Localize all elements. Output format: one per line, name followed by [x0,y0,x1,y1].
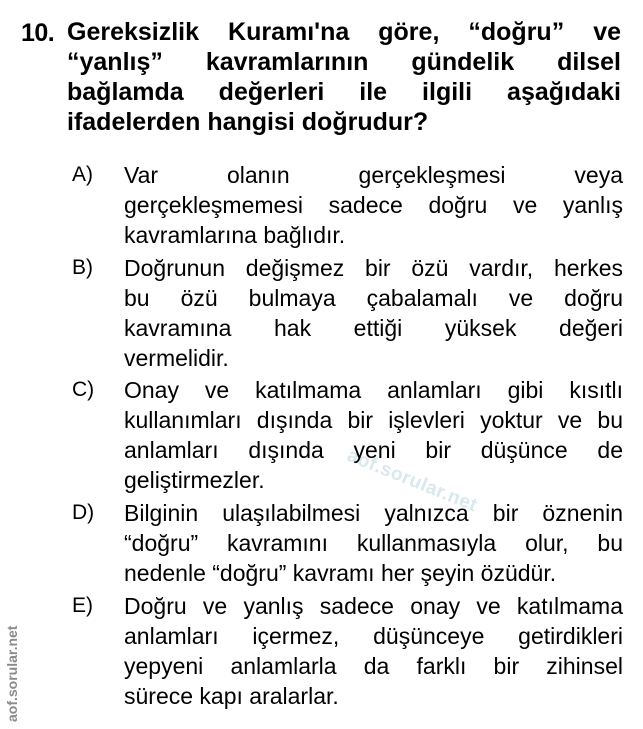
option-text [124,375,623,495]
option-line: sürece kapı aralarlar. [124,683,339,709]
option-line: kavramına hak ettiği yüksek değeri [124,315,623,341]
stem-line: Gereksizlik Kuramı'na göre, “doğru” ve [67,18,621,46]
question-number: 10. [21,19,55,47]
option-line: geliştirmezler. [124,467,265,493]
option-text [124,498,623,588]
option-line: bu özü bulmaya çabalamalı ve doğru [124,285,623,311]
option-line: kullanımları dışında bir işlevleri yoktur ve bu [124,407,623,433]
option-line: Doğru ve yanlış sadece onay ve katılmama [124,593,623,619]
option-text [124,160,623,250]
option-line: Var olanın gerçekleşmesi veya [124,162,623,188]
stem-line: bağlamda değerleri ile ilgili aşağıdaki [67,78,621,106]
option-line: “doğru” kavramını kullanmasıyla olur, bu [124,530,623,556]
option-line: Bilginin ulaşılabilmesi yalnızca bir öznenin [124,500,623,526]
option-line: anlamları içermez, düşünceye getirdikleri [124,623,623,649]
option-text [124,253,623,373]
option-letter: D) [72,501,95,524]
option-text [124,591,623,711]
stem-line: “yanlış” kavramlarının gündelik dilsel [67,48,621,76]
watermark-side: aof.sorular.net [4,625,20,722]
option-line: vermelidir. [124,345,229,371]
option-line: anlamları dışında yeni bir düşünce de [124,437,623,463]
option-line: yepyeni anlamlarla da farklı bir zihinsel [124,653,623,679]
option-line: kavramlarına bağlıdır. [124,222,346,248]
option-line: Doğrunun değişmez bir özü vardır, herkes [124,255,623,281]
option-line: Onay ve katılmama anlamları gibi kısıtlı [124,377,623,403]
option-letter: A) [72,163,93,186]
option-letter: E) [72,594,93,617]
question-stem [67,17,621,137]
option-letter: C) [72,378,95,401]
option-line: nedenle “doğru” kavramı her şeyin özüdür. [124,560,557,586]
option-letter: B) [72,256,93,279]
watermark-center: aof.sorular.net [344,445,481,517]
option-line: gerçekleşmemesi sadece doğru ve yanlış [124,192,623,218]
stem-line: ifadelerden hangisi doğrudur? [67,108,429,136]
